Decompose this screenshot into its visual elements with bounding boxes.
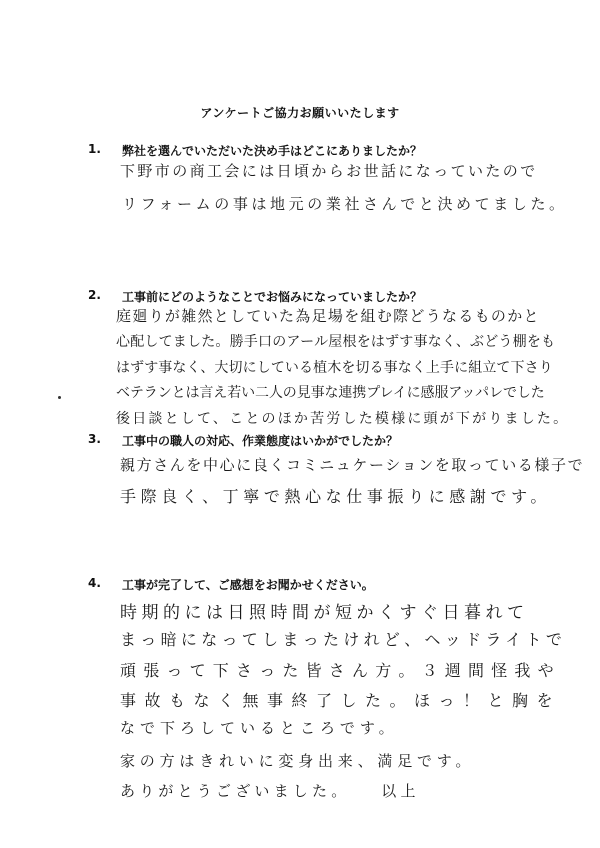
answer-2-line-5: 後日談として、ことのほか苦労した模様に頭が下がりました。 xyxy=(116,411,570,427)
answer-4-line-7: ありがとうございました。 以上 xyxy=(120,782,420,800)
survey-title: アンケートご協力お願いいたします xyxy=(200,106,400,120)
answer-3-line-2: 手際良く、丁寧で熱心な仕事振りに感謝です。 xyxy=(120,487,552,506)
answer-2-line-4: ベテランとは言え若い二人の見事な連携プレイに感服アッパレでした xyxy=(116,385,545,401)
answer-2-line-1: 庭廻りが雑然としていた為足場を組む際どうなるものかと xyxy=(116,307,540,325)
answer-4-line-2: まっ暗になってしまったけれど、ヘッドライトで xyxy=(120,630,567,649)
answer-4-line-3: 頑張って下さった皆さん方。３週間怪我や xyxy=(120,661,561,680)
question-3-text: 工事中の職人の対応、作業態度はいかがでしたか？ xyxy=(122,434,399,448)
answer-1-line-1: 下野市の商工会には日頃からお世話になっていたので xyxy=(120,162,538,180)
answer-4-line-5: なで下ろしているところです。 xyxy=(120,719,399,737)
answer-3-line-1: 親方さんを中心に良くコミニュケーションを取っている様子で xyxy=(120,456,585,474)
answer-4-line-1: 時期的には日照時間が短かくすぐ日暮れて xyxy=(120,603,529,623)
answer-1-line-2: リフォームの事は地元の業社さんでと決めてました。 xyxy=(122,195,568,213)
question-2-text: 工事前にどのようなことでお悩みになっていましたか？ xyxy=(122,290,423,304)
question-4-text: 工事が完了して、ご感想をお聞かせください。 xyxy=(122,578,374,592)
stray-ink-dot xyxy=(58,396,61,399)
answer-4-line-6: 家の方はきれいに変身出来、満足です。 xyxy=(120,752,476,770)
question-1-number: 1. xyxy=(88,142,101,156)
answer-4-line-4: 事故もなく無事終了した。ほっ！と胸を xyxy=(120,691,562,710)
question-1-text: 弊社を選んでいただいた決め手はどこにありましたか？ xyxy=(122,144,423,158)
question-3-number: 3. xyxy=(88,432,101,446)
answer-2-line-2: 心配してました。勝手口のアール屋根をはずす事なく、ぶどう棚をも xyxy=(116,334,556,350)
question-4-number: 4. xyxy=(88,576,101,590)
question-2-number: 2. xyxy=(88,288,101,302)
answer-2-line-3: はずす事なく、大切にしている植木を切る事なく上手に組立て下さり xyxy=(116,360,553,376)
